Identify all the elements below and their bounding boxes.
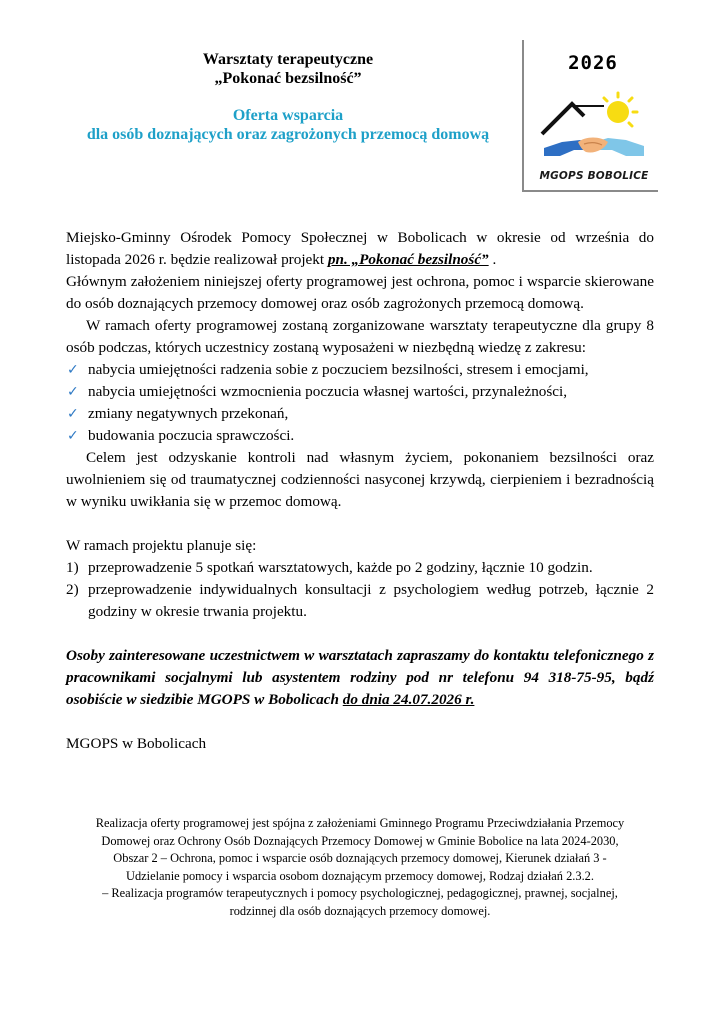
- list-item: ✓ budowania poczucia sprawczości.: [66, 425, 654, 447]
- list-item: ✓ nabycia umiejętności wzmocnienia poczucia własnej wartości, przynależności,: [66, 381, 654, 403]
- workshop-title: Warsztaty terapeutyczne: [202, 51, 374, 68]
- header-divider-horizontal: [522, 190, 658, 192]
- year-label: 2026: [568, 52, 618, 74]
- program-paragraph: W ramach oferty programowej zostaną zorganizowane warsztaty terapeutyczne dla grupy 8 osób podczas, których uczestnicy zostaną wyposażeni w niezbędną wiedzę z zakresu:: [66, 317, 654, 356]
- list-item: ✓ nabycia umiejętności radzenia sobie z poczuciem bezsilności, stresem i emocjami,: [66, 359, 654, 381]
- list-item: 2) przeprowadzenie indywidualnych konsultacji z psychologiem według potrzeb, łącznie 2 godziny w okresie trwania projektu.: [66, 581, 654, 620]
- goal-paragraph: Głównym założeniem niniejszej oferty programowej jest ochrona, pomoc i wsparcie skierowane do osób doznających przemocy domowej oraz osób zagrożonych przemocą domową.: [66, 273, 654, 312]
- footer-line: rodzinnej dla osób doznających przemocy domowej.: [229, 903, 491, 918]
- list-item: ✓ zmiany negatywnych przekonań,: [66, 403, 654, 425]
- checkmark-icon: ✓: [67, 406, 79, 422]
- intro-text: Miejsko-Gminny Ośrodek Pomocy Społecznej w Bobolicach w okresie od września do listopada 2026 r. będzie realizował projekt: [66, 229, 654, 268]
- footer-line: Udzielanie pomocy i wsparcia osobom doznającym przemocy domowej, Rodzaj działań 2.3.2.: [126, 868, 594, 883]
- project-name: pn. „Pokonać bezsilność”: [327, 251, 489, 268]
- workshop-name: „Pokonać bezsilność”: [214, 70, 362, 87]
- header-titles: [58, 40, 518, 190]
- footer-line: Domowej oraz Ochrony Osób Doznających Przemocy Domowej w Gminie Bobolice na lata 2024-2030,: [101, 833, 619, 848]
- skills-checklist: [66, 359, 654, 447]
- checkmark-icon: ✓: [67, 362, 79, 378]
- aim-paragraph: Celem jest odzyskanie kontroli nad własnym życiem, pokonaniem bezsilności oraz uwolnieniem się od traumatycznej codzienności nasyconej krzywdą, cierpieniem i bezradnością w wyniku uwikłania się w przemoc domową.: [66, 449, 654, 510]
- contact-invitation: Osoby zainteresowane uczestnictwem w warsztatach zapraszamy do kontaktu telefonicznego z pracownikami socjalnymi lub asystentem rodziny pod nr telefonu 94 318-75-95, bądź osobiście w siedzibie MGOPS w Bobolicach do dnia 24.07.2026 r.: [66, 647, 654, 708]
- offer-title: Oferta wsparcia: [232, 107, 344, 124]
- footer-line: Obszar 2 – Ochrona, pomoc i wsparcie osób doznających przemocy domowej, Kierunek działań 3 -: [113, 851, 607, 865]
- document-footer: [66, 815, 654, 920]
- footer-line: Realizacja oferty programowej jest spójna z założeniami Gminnego Programu Przeciwdziałania Przemocy: [95, 816, 625, 830]
- checkmark-icon: ✓: [67, 384, 79, 400]
- header-logo-box: [528, 40, 658, 190]
- header-divider-vertical: [522, 40, 524, 192]
- signature: MGOPS w Bobolicach: [66, 735, 207, 752]
- mgops-logo: [534, 90, 654, 182]
- intro-paragraph: [66, 227, 654, 271]
- document-header: [58, 40, 658, 190]
- house-hands-sun-icon: [534, 90, 654, 168]
- intro-end: .: [488, 251, 497, 268]
- plan-intro: W ramach projektu planuje się:: [66, 537, 257, 554]
- document-body: [66, 227, 654, 755]
- footer-line: – Realizacja programów terapeutycznych i pomocy psychologicznej, pedagogicznej, prawnej, socjalnej,: [102, 886, 618, 900]
- checkmark-icon: ✓: [67, 428, 79, 444]
- offer-subtitle: dla osób doznających oraz zagrożonych przemocą domową: [86, 126, 490, 143]
- list-item: 1) przeprowadzenie 5 spotkań warsztatowych, każde po 2 godziny, łącznie 10 godzin.: [66, 559, 593, 576]
- logo-text: MGOPS BOBOLICE: [539, 170, 649, 182]
- plan-list: [66, 557, 654, 623]
- deadline: do dnia 24.07.2026 r.: [342, 691, 475, 708]
